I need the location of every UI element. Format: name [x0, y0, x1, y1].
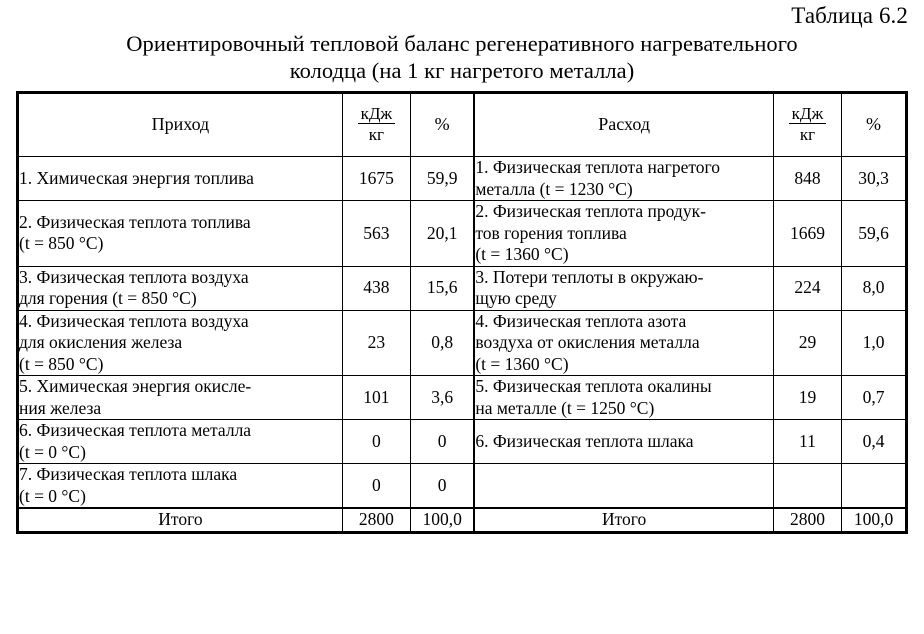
row-text-line: (t = 0 °C): [19, 441, 86, 462]
expense-item-kdj: [773, 464, 841, 509]
row-text-line: 6. Физическая теплота шлака: [475, 430, 694, 451]
row-text-line: 1. Физическая теплота нагретого: [475, 157, 721, 177]
income-item-kdj: 0: [342, 464, 410, 509]
income-header-label: Приход: [151, 114, 210, 135]
expense-item-name: [474, 376, 773, 420]
row-text-line: (t = 1360 °C): [475, 353, 569, 374]
income-item-name: [19, 310, 343, 376]
row-text-line: для окисления железа: [19, 332, 183, 352]
column-header-income-kdj: [342, 94, 410, 157]
row-text-line: 3. Физическая теплота воздуха: [19, 266, 249, 287]
expense-header-label: Расход: [598, 114, 650, 135]
row-text-line: 4. Физическая теплота азота: [475, 310, 687, 331]
table-row: [19, 464, 906, 509]
expense-total-percent: 100,0: [842, 508, 906, 531]
row-text-line: (t = 850 °C): [19, 233, 104, 254]
column-header-expense: [474, 94, 773, 157]
income-item-percent: 59,9: [410, 157, 474, 201]
income-total-kdj: 2800: [342, 508, 410, 531]
table-footer: [19, 508, 906, 531]
totals-row: [19, 508, 906, 531]
row-text-line: [475, 475, 773, 497]
income-total-percent: 100,0: [410, 508, 474, 531]
table-body: [19, 157, 906, 509]
expense-item-name: [474, 310, 773, 376]
row-text-line: ния железа: [19, 397, 102, 418]
row-text-line: для горения (t = 850 °C): [19, 288, 197, 308]
table-row: [19, 201, 906, 267]
expense-item-percent: 59,6: [842, 201, 906, 267]
percent-header-label: %: [866, 114, 881, 135]
expense-item-percent: 30,3: [842, 157, 906, 201]
row-text-line: 5. Химическая энергия окисле-: [19, 376, 252, 396]
expense-item-name: [474, 266, 773, 310]
expense-item-kdj: 1669: [773, 201, 841, 267]
expense-item-kdj: 19: [773, 376, 841, 420]
heat-balance-table-container: [16, 91, 908, 534]
table-row: [19, 376, 906, 420]
expense-item-percent: 1,0: [842, 310, 906, 376]
page-title: [0, 30, 924, 84]
percent-header-label: %: [434, 114, 450, 135]
table-row: [19, 266, 906, 310]
document-page: [0, 2, 924, 634]
column-header-income: [19, 94, 343, 157]
income-item-kdj: 101: [342, 376, 410, 420]
row-text-line: на металле (t = 1250 °C): [475, 397, 655, 418]
row-text-line: 6. Физическая теплота металла: [19, 420, 252, 440]
income-total-label: Итого: [19, 508, 343, 531]
income-item-name: [19, 464, 343, 509]
row-text-line: 4. Физическая теплота воздуха: [19, 310, 249, 331]
row-text-line: воздуха от окисления металла: [475, 332, 700, 352]
table-row: [19, 157, 906, 201]
row-text-line: металла (t = 1230 °C): [475, 178, 633, 199]
income-item-percent: 0,8: [410, 310, 474, 376]
income-item-kdj: 563: [342, 201, 410, 267]
income-item-percent: 0: [410, 464, 474, 509]
expense-item-percent: 0,4: [842, 420, 906, 464]
income-item-kdj: 438: [342, 266, 410, 310]
expense-item-name: [474, 201, 773, 267]
table-number-caption: Таблица 6.2: [791, 3, 908, 28]
row-text-line: тов горения топлива: [475, 222, 627, 243]
income-item-kdj: 0: [342, 420, 410, 464]
income-item-name: [19, 266, 343, 310]
unit-denominator: кг: [368, 124, 384, 144]
table-row: [19, 310, 906, 376]
row-text-line: щую среду: [475, 288, 557, 308]
unit-fraction: [358, 105, 396, 143]
income-item-percent: 3,6: [410, 376, 474, 420]
expense-total-kdj: 2800: [773, 508, 841, 531]
income-item-name: [19, 201, 343, 267]
row-text-line: (t = 1360 °C): [475, 244, 569, 264]
income-item-kdj: 23: [342, 310, 410, 376]
income-item-percent: 15,6: [410, 266, 474, 310]
title-line-2: колодца (на 1 кг нагретого металла): [289, 58, 635, 83]
unit-numerator: кДж: [358, 105, 396, 124]
expense-item-percent: 8,0: [842, 266, 906, 310]
title-line-1: Ориентировочный тепловой баланс регенеративного нагревательного: [126, 31, 798, 56]
expense-item-kdj: 848: [773, 157, 841, 201]
row-text-line: (t = 0 °C): [19, 485, 86, 506]
table-row: [19, 420, 906, 464]
row-text-line: 3. Потери теплоты в окружаю-: [475, 266, 704, 287]
expense-item-percent: [842, 464, 906, 509]
unit-fraction: [789, 105, 827, 143]
unit-denominator: кг: [799, 124, 816, 144]
expense-item-kdj: 11: [773, 420, 841, 464]
expense-item-name: [474, 157, 773, 201]
row-text-line: 5. Физическая теплота окалины: [475, 376, 712, 396]
unit-numerator: кДж: [789, 105, 827, 124]
row-text-line: 2. Физическая теплота топлива: [19, 211, 251, 232]
expense-total-label: Итого: [474, 508, 773, 531]
column-header-expense-kdj: [773, 94, 841, 157]
column-header-income-percent: [410, 94, 474, 157]
income-item-percent: 0: [410, 420, 474, 464]
expense-item-kdj: 224: [773, 266, 841, 310]
expense-item-kdj: 29: [773, 310, 841, 376]
row-text-line: 7. Физическая теплота шлака: [19, 464, 238, 484]
income-item-name: [19, 376, 343, 420]
column-header-expense-percent: [842, 94, 906, 157]
row-text-line: 2. Физическая теплота продук-: [475, 201, 706, 221]
table-header-row: [19, 94, 906, 157]
income-item-name: [19, 420, 343, 464]
row-text-line: (t = 850 °C): [19, 353, 104, 374]
expense-item-percent: 0,7: [842, 376, 906, 420]
expense-item-name: [474, 420, 773, 464]
income-item-kdj: 1675: [342, 157, 410, 201]
row-text-line: 1. Химическая энергия топлива: [19, 167, 254, 188]
income-item-percent: 20,1: [410, 201, 474, 267]
income-item-name: [19, 157, 343, 201]
heat-balance-table: [18, 93, 906, 532]
expense-item-empty: [474, 464, 773, 509]
